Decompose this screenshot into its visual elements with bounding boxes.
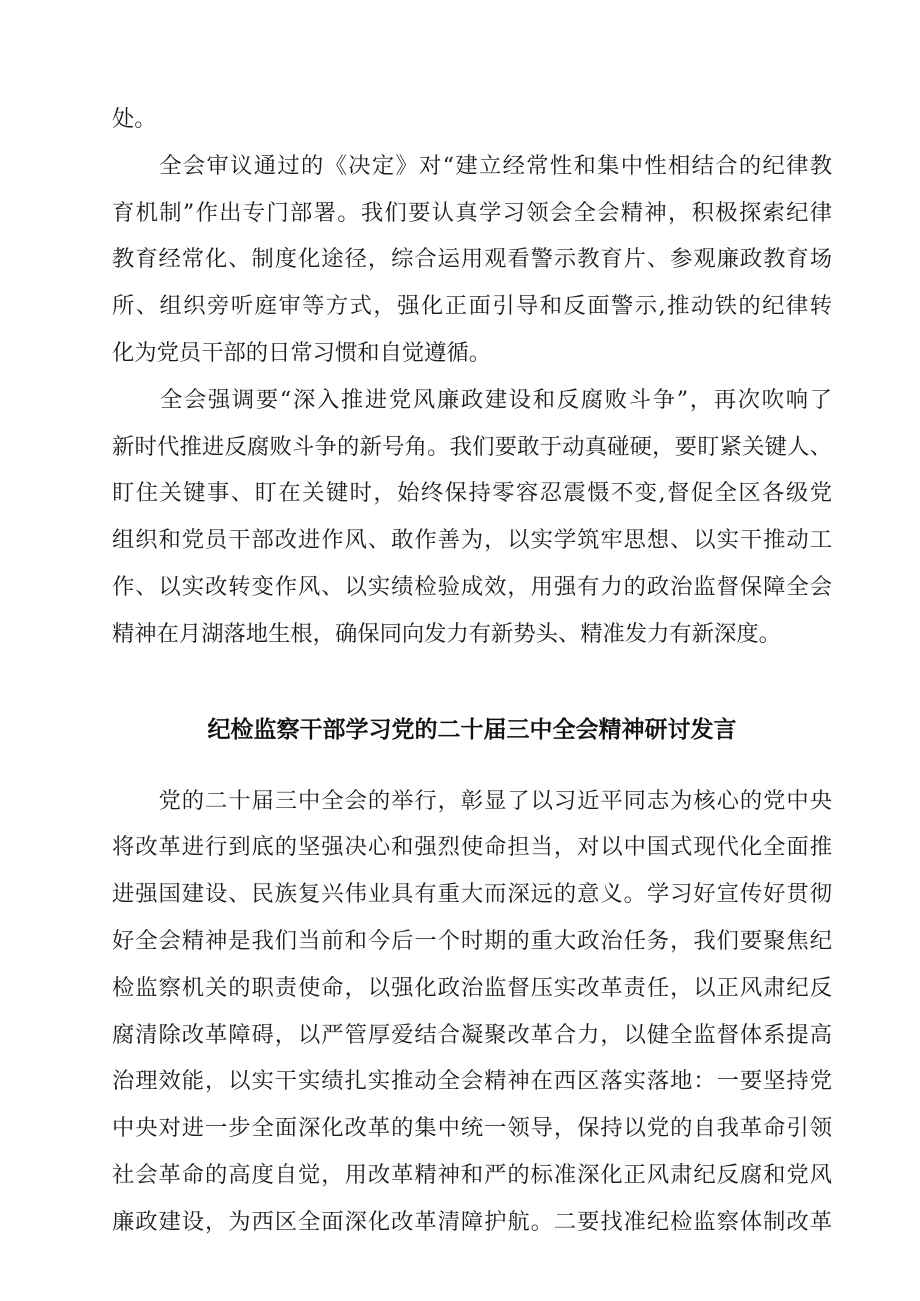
paragraph-line: 教育经常化、制度化途径，综合运用观看警示教育片、参观廉政教育场: [112, 246, 832, 273]
paragraph-line: 中央对进一步全面深化改革的集中统一领导，保持以党的自我革命引领: [112, 1115, 832, 1142]
paragraph-line: 处。: [112, 106, 157, 132]
title-spacer: [112, 755, 832, 778]
paragraph-line: 作、以实改转变作风、以实绩检验成效，用强有力的政治监督保障全会: [112, 573, 832, 600]
paragraph-line: 所、组织旁听庭审等方式，强化正面引导和反面警示,推动铁的纪律转: [112, 293, 832, 320]
section-title: 纪检监察干部学习党的二十届三中全会精神研讨发言: [207, 716, 737, 743]
paragraph-line: 治理效能，以实干实绩扎实推动全会精神在西区落实落地：一要坚持党: [112, 1068, 832, 1095]
paragraph-line: 育机制”作出专门部署。我们要认真学习领会全会精神，积极探索纪律: [112, 199, 832, 226]
paragraph-line: 社会革命的高度自觉，用改革精神和严的标准深化正风肃纪反腐和党风: [112, 1161, 832, 1188]
paragraph-line: 检监察机关的职责使命，以强化政治监督压实改革责任，以正风肃纪反: [112, 974, 832, 1001]
paragraph-line: 全会审议通过的《决定》对“建立经常性和集中性相结合的纪律教: [112, 152, 832, 179]
section-2: [112, 778, 832, 1246]
paragraph-line: 将改革进行到底的坚强决心和强烈使命担当，对以中国式现代化全面推: [112, 834, 832, 861]
paragraph-line: 新时代推进反腐败斗争的新号角。我们要敢于动真碰硬，要盯紧关键人、: [112, 433, 832, 460]
paragraph-line: 精神在月湖落地生根，确保同向发力有新势头、精准发力有新深度。: [112, 620, 781, 647]
section-spacer: [112, 658, 832, 705]
paragraph-line: 党的二十届三中全会的举行，彰显了以习近平同志为核心的党中央: [112, 787, 832, 814]
paragraph-line: 全会强调要“深入推进党风廉政建设和反腐败斗争”，再次吹响了: [112, 386, 832, 413]
paragraph-line: 化为党员干部的日常习惯和自觉遵循。: [112, 339, 492, 366]
paragraph-line: 腐清除改革障碍，以严管厚爱结合凝聚改革合力，以健全监督体系提高: [112, 1021, 832, 1048]
paragraph-line: 好全会精神是我们当前和今后一个时期的重大政治任务，我们要聚焦纪: [112, 927, 832, 954]
paragraph-line: 进强国建设、民族复兴伟业具有重大而深远的意义。学习好宣传好贯彻: [112, 881, 832, 908]
section-1: [112, 96, 832, 658]
paragraph-line: 盯住关键事、盯在关键时，始终保持零容忍震慑不变,督促全区各级党: [112, 480, 832, 507]
paragraph-line: 组织和党员干部改进作风、敢作善为，以实学筑牢思想、以实干推动工: [112, 527, 832, 554]
paragraph-line: 廉政建设，为西区全面深化改革清障护航。二要找准纪检监察体制改革: [112, 1208, 832, 1235]
document-page: [112, 96, 832, 1246]
